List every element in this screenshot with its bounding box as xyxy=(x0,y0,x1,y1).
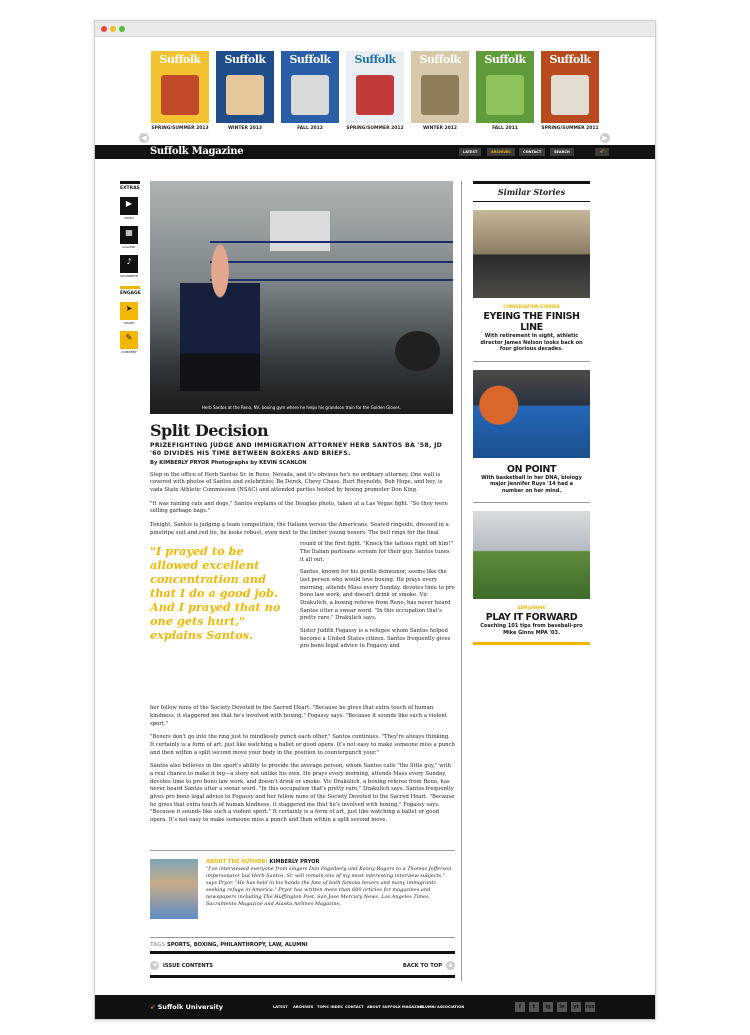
site-logo[interactable]: Suffolk Magazine xyxy=(150,146,244,157)
author-box xyxy=(150,850,455,942)
issue-contents-label: ISSUE CONTENTS xyxy=(163,963,213,969)
carousel-prev-icon[interactable]: ◀ xyxy=(139,133,149,143)
youtube-icon[interactable]: yt xyxy=(571,1002,581,1012)
microphone-icon[interactable]: ♪ xyxy=(120,255,138,273)
author-info xyxy=(206,859,452,908)
gallery-icon[interactable]: ▦ xyxy=(120,226,138,244)
side-column xyxy=(300,541,455,651)
sidebar-title: Similar Stories xyxy=(473,181,590,202)
pull-quote: "I prayed to be allowed excellent concentration and that I do a good job. And I prayed that no one gets hurt," explains Santos. xyxy=(150,544,281,642)
author-heading xyxy=(206,859,452,865)
close-window-icon[interactable] xyxy=(101,26,107,32)
maximize-window-icon[interactable] xyxy=(119,26,125,32)
cover-art xyxy=(226,75,264,115)
comment-label: COMMENT xyxy=(121,350,137,354)
comment-icon[interactable]: ✎ xyxy=(120,331,138,349)
cover-label: WINTER 2013 xyxy=(227,126,263,131)
back-to-top-label: BACK TO TOP xyxy=(402,963,442,969)
gallery-label: GALLERY xyxy=(122,245,136,249)
issue-carousel xyxy=(95,37,655,149)
cover-spring-summer-2012[interactable] xyxy=(346,51,404,123)
facebook-icon[interactable]: f xyxy=(515,1002,525,1012)
nav-archives[interactable]: ARCHIVES xyxy=(487,148,515,156)
story-divider xyxy=(473,361,590,362)
carousel-next-icon[interactable]: ▶ xyxy=(600,133,610,143)
article-body xyxy=(150,421,455,825)
story-desc: Coaching 101 tips from baseball-pro Mike Ginns MPA '03. xyxy=(480,623,583,636)
main-nav xyxy=(95,145,655,159)
article-footer-nav xyxy=(150,961,455,973)
tags-label: TAGS xyxy=(150,942,166,948)
paragraph: Tonight, Santos is judging a team competition, the Italians versus the Americans. Seated ringside, dressed in a pinstripe suit and red tie, he looks robust, even next to the limber young boxers. The bell rings for the final xyxy=(150,521,449,536)
suffolk-logo-icon[interactable]: ➶ xyxy=(595,148,609,156)
video-label: VIDEO xyxy=(124,216,134,220)
cover-masthead: Suffolk xyxy=(159,53,201,66)
story-title[interactable]: EYEING THE FINISH LINE xyxy=(483,311,580,333)
story-divider xyxy=(473,502,590,503)
tags-list[interactable]: SPORTS, BOXING, PHILANTHROPY, LAW, ALUMNI xyxy=(166,942,308,948)
story-kicker: SAM@WORK xyxy=(517,605,546,610)
cover-winter-2012[interactable] xyxy=(411,51,469,123)
chevron-up-icon: ▲ xyxy=(446,961,455,970)
story-desc: With retirement in sight, athletic director James Nelson looks back on four glorious decades. xyxy=(480,333,583,352)
footer-link-contact[interactable]: CONTACT xyxy=(345,1005,364,1009)
share-label: SHARE xyxy=(123,321,135,325)
cover-spring-summer-2013[interactable] xyxy=(151,51,209,123)
browser-toolbar xyxy=(95,21,655,37)
column-divider xyxy=(461,181,462,981)
cover-fall-2011[interactable] xyxy=(476,51,534,123)
cover-masthead: Suffolk xyxy=(354,53,396,66)
linkedin-icon[interactable]: in xyxy=(557,1002,567,1012)
story-image xyxy=(473,370,590,458)
back-to-top-link[interactable] xyxy=(403,961,455,970)
cover-art xyxy=(551,75,589,115)
herb-santos-figure xyxy=(180,241,260,391)
paragraph: Santos, known for his gentle demeanor, seems like the last person who would love boxing. He prays every morning, attends Mass every Sunday, devotes time to pro bono law work, and doesn't drink or smoke. Vic Drakulich, a boxing referee from Reno, has never heard Santos utter a swear word. "In this occupation that's pretty rare," Drakulich says. xyxy=(300,569,455,622)
instagram-icon[interactable]: ig xyxy=(543,1002,553,1012)
nav-search[interactable]: SEARCH xyxy=(550,148,574,156)
pullquote-section xyxy=(150,541,455,705)
cover-label: FALL 2011 xyxy=(492,126,518,131)
minimize-window-icon[interactable] xyxy=(110,26,116,32)
tags-divider xyxy=(150,951,455,954)
story-image xyxy=(473,511,590,599)
paragraph: round of the first fight. "Knock the tattoos right off him!" The Italian partisans scream for their guy. Santos tunes it all out. xyxy=(300,541,453,563)
cover-fall-2012[interactable] xyxy=(281,51,339,123)
cover-masthead: Suffolk xyxy=(549,53,591,66)
story-kicker: CONVERSATION STARTER xyxy=(503,304,560,309)
cover-label: WINTER 2012 xyxy=(422,126,458,131)
cover-label: SPRING/SUMMER 2013 xyxy=(151,126,209,131)
engage-heading: ENGAGE xyxy=(120,286,140,296)
similar-stories-sidebar xyxy=(473,181,590,645)
cover-art xyxy=(486,75,524,115)
story-title[interactable]: PLAY IT FORWARD xyxy=(485,612,578,623)
footer-link-latest[interactable]: LATEST xyxy=(273,1005,288,1009)
footer-brand: Suffolk University xyxy=(157,1003,223,1011)
share-icon[interactable]: ➤ xyxy=(120,302,138,320)
extras-rail xyxy=(120,181,140,354)
article-tags xyxy=(150,937,455,948)
soundbite-label: SOUNDBITE xyxy=(120,274,138,278)
cover-masthead: Suffolk xyxy=(419,53,461,66)
site-footer xyxy=(95,995,655,1020)
paragraph: Santos also believes in the sport's ability to provide the average person, whom Santos calls "the little guy," with a real chance to make it big—a story not unlike his own. He prays every morning, attends Mass every Sunday, devotes time to pro bono law work, and doesn't drink or smoke. Vic Drakulich, a boxing referee from Reno, has never heard Santos utter a swear word. "In this occupation that's pretty rare," Drakulich says. Santos frequently gives pro bono legal advice to Fogassy and her fellow nuns of the Society Devoted to the Sacred Heart. "Because he gives that extra touch of human kindness, it staggered me that he's involved with boxing," Fogassy says. "Because it sounds like such a violent sport." It certainly is a form of art, just like watching a ballet or good opera. It's not easy to make someone miss a punch and then within a split second move. xyxy=(150,763,455,823)
suffolk-mark-icon: ➶ xyxy=(150,1003,156,1011)
article-bottom-divider xyxy=(150,975,455,978)
cover-label: SPRING/SUMMER 2012 xyxy=(346,126,404,131)
paragraph: Step in the office of Herb Santos Sr. in Reno, Nevada, and it's obvious he's no ordinary attorney. One wall is covered with photos of Santos and celebrities: Bo Derek, Chevy Chase, Burt Reynolds, Bob Hope, and hey, is vada State Athletic Commission (NSAC) and attended parties hosted by boxing promoter Don King. xyxy=(150,471,443,493)
extras-heading: EXTRAS xyxy=(120,181,140,191)
footer-logo[interactable] xyxy=(150,1003,223,1011)
story-card[interactable] xyxy=(473,370,590,504)
article-dek: PRIZEFIGHTING JUDGE AND IMMIGRATION ATTORNEY HERB SANTOS BA '58, JD '60 DIVIDES HIS TIME BETWEEN BOXERS AND BRIEFS. xyxy=(150,442,443,457)
paragraph: "Boxers don't go into the ring just to mindlessly punch each other," Santos continues. "They're always thinking. It certainly is a form of art, just like watching a ballet or good opera. It's not easy to make someone miss a punch and then within a split second move your body in the position to counterpunch your." xyxy=(150,734,455,756)
sidebar-bottom-rule xyxy=(473,642,590,645)
author-avatar xyxy=(150,859,198,919)
paragraph: her fellow nuns of the Society Devoted to the Sacred Heart. "Because he gives that extra touch of human kindness, it staggered me that he's involved with boxing," Fogassy says. "Because it sounds like such a violent sport." xyxy=(150,705,447,727)
nav-contact[interactable]: CONTACT xyxy=(519,148,545,156)
paragraph: "It was raining cats and dogs," Santos explains of the Douglas photo, taken at a Las Vegas fight. "So they were selling garbage bags." xyxy=(150,500,448,515)
cover-art xyxy=(421,75,459,115)
footer-link-topic-index[interactable]: TOPIC INDEX xyxy=(317,1005,343,1009)
cover-label: SPRING/SUMMER 2011 xyxy=(541,126,599,131)
author-name[interactable]: KIMBERLY PRYOR xyxy=(269,859,320,865)
nav-latest[interactable]: LATEST xyxy=(459,148,481,156)
video-icon[interactable]: ▶ xyxy=(120,197,138,215)
cover-art xyxy=(291,75,329,115)
cover-art xyxy=(356,75,394,115)
story-image xyxy=(473,210,590,298)
browser-window xyxy=(94,20,656,1020)
cover-label: FALL 2012 xyxy=(297,126,323,131)
punching-bag xyxy=(395,331,440,371)
story-title[interactable]: ON POINT xyxy=(506,463,557,475)
issue-contents-link[interactable] xyxy=(150,961,213,970)
cover-art xyxy=(161,75,199,115)
author-label: ABOUT THE AUTHOR: xyxy=(206,859,268,865)
story-card[interactable] xyxy=(473,511,590,636)
rss-icon[interactable]: rss xyxy=(585,1004,595,1010)
story-card[interactable] xyxy=(473,210,590,362)
cover-masthead: Suffolk xyxy=(484,53,526,66)
photo-caption: Herb Santos at the Reno, NV, boxing gym where he helps his grandson train for the Golden Gloves. xyxy=(202,405,401,410)
cover-winter-2013[interactable] xyxy=(216,51,274,123)
twitter-icon[interactable]: t xyxy=(529,1002,539,1012)
footer-link-about[interactable]: ABOUT SUFFOLK MAGAZINE xyxy=(367,1005,424,1009)
author-bio: "I've interviewed everyone from singers Dan Fogelberg and Kenny Rogers to a Thomas Jefferson impersonator but Herb Santos, Sr. will remain one of my most interesting interview subjects," says Pryor. "He has held in his hands the fate of both famous boxers and many immigrants seeking refuge in America." Pryor has written more than 600 articles for magazines and newspapers including The Huffington Post, San Jose Mercury News, Los Angeles Times, Sacramento Magazine and Alaska Airlines Magazine. xyxy=(206,866,452,907)
cover-masthead: Suffolk xyxy=(224,53,266,66)
article-headline: Split Decision xyxy=(150,421,269,440)
footer-link-alumni[interactable]: ALUMNI ASSOCIATION xyxy=(420,1005,465,1009)
chevron-left-icon: ◀ xyxy=(150,961,159,970)
article-byline: By KIMBERLY PRYOR Photographs by KEVIN SCANLON xyxy=(150,459,307,466)
cover-masthead: Suffolk xyxy=(289,53,331,66)
cover-spring-summer-2011[interactable] xyxy=(541,51,599,123)
story-desc: With basketball in her DNA, biology major Jennifer Ruys '14 had a number on her mind. xyxy=(481,474,582,494)
paragraph: Sister Judith Fogassy is a refugee whom Santos helped become a United States citizen. Santos frequently gives pro bono legal advice to Fogassy and xyxy=(300,627,451,650)
hero-photo xyxy=(150,181,453,414)
footer-link-archives[interactable]: ARCHIVES xyxy=(293,1005,314,1009)
